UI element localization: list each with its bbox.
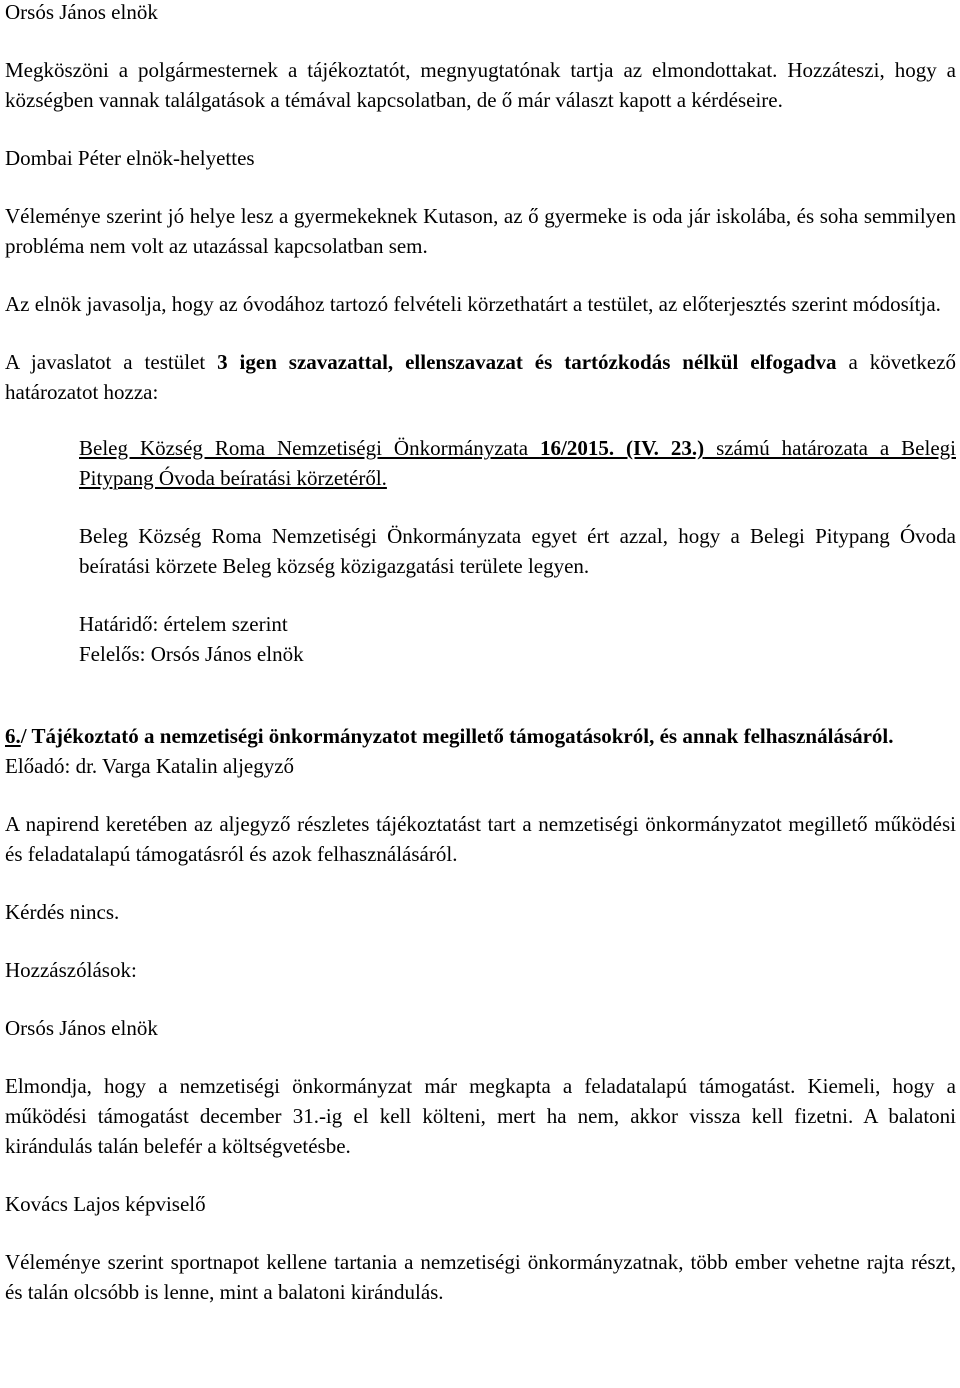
resolution-block [79,433,956,669]
resolution-deadline: Határidő: értelem szerint [79,612,288,636]
resolution-title-a: Beleg Község Roma Nemzetiségi Önkormányzata [79,436,540,460]
vote-prefix: A javaslatot a testület [5,350,218,374]
speaker-orsos-2: Orsós János elnök [5,1016,158,1040]
agenda-title-text: / Tájékoztató a nemzetiségi önkormányzatot megillető támogatásokról, és annak felhasználásáról. [20,724,894,748]
vote-suffix: a következő határozatot hozza: [5,350,957,404]
vote-result: 3 igen szavazattal, ellenszavazat és tartózkodás nélkül elfogadva [217,350,837,374]
resolution-body: Beleg Község Roma Nemzetiségi Önkormányzata egyet ért azzal, hogy a Belegi Pitypang Óvoda beíratási körzete Beleg község közigazgatási területe legyen. [79,524,956,578]
resolution-number: 16/2015. (IV. 23.) [539,436,705,460]
paragraph-proposal: Az elnök javasolja, hogy az óvodához tartozó felvételi körzethatárt a testület, az előterjesztés szerint módosítja. [5,292,941,316]
paragraph-thanks: Megköszöni a polgármesternek a tájékoztatót, megnyugtatónak tartja az elmondottakat. Hozzáteszi, hogy a községben vannak találgatások a témával kapcsolatban, de ő már választ kapott a kérdéseire. [5,58,956,112]
paragraph-agenda-intro: A napirend keretében az aljegyző részletes tájékoztatást tart a nemzetiségi önkormányzatot megillető működési és feladatalapú támogatásról és azok felhasználásáról. [5,812,956,866]
paragraph-opinion: Véleménye szerint jó helye lesz a gyermekeknek Kutason, az ő gyermeke is oda jár iskolába, és soha semmilyen probléma nem volt az utazással kapcsolatban sem. [5,204,956,258]
speaker-dombai: Dombai Péter elnök-helyettes [5,146,255,170]
agenda-title [5,721,956,751]
document-page [5,0,956,1307]
comments-heading: Hozzászólások: [5,958,137,982]
resolution-responsible: Felelős: Orsós János elnök [79,642,304,666]
agenda-number: 6. [5,724,21,748]
paragraph-vote [5,347,956,407]
paragraph-funding: Elmondja, hogy a nemzetiségi önkormányzat már megkapta a feladatalapú támogatást. Kiemeli, hogy a működési támogatást december 31.-ig el kell költeni, mert ha nem, akkor vissza kell fizetni. A balatoni kirándulás talán belefér a költségvetésbe. [5,1074,956,1158]
speaker-kovacs: Kovács Lajos képviselő [5,1192,206,1216]
agenda-presenter: Előadó: dr. Varga Katalin aljegyző [5,754,295,778]
speaker-orsos-1: Orsós János elnök [5,0,158,24]
resolution-title [79,433,956,493]
paragraph-sportsday: Véleménye szerint sportnapot kellene tartania a nemzetiségi önkormányzatnak, több ember vehetne rajta részt, és talán olcsóbb is lenne, mint a balatoni kirándulás. [5,1250,956,1304]
resolution-title-b: számú határozata a Belegi Pitypang Óvoda beíratási körzetéről. [79,436,956,490]
questions-line: Kérdés nincs. [5,900,120,924]
